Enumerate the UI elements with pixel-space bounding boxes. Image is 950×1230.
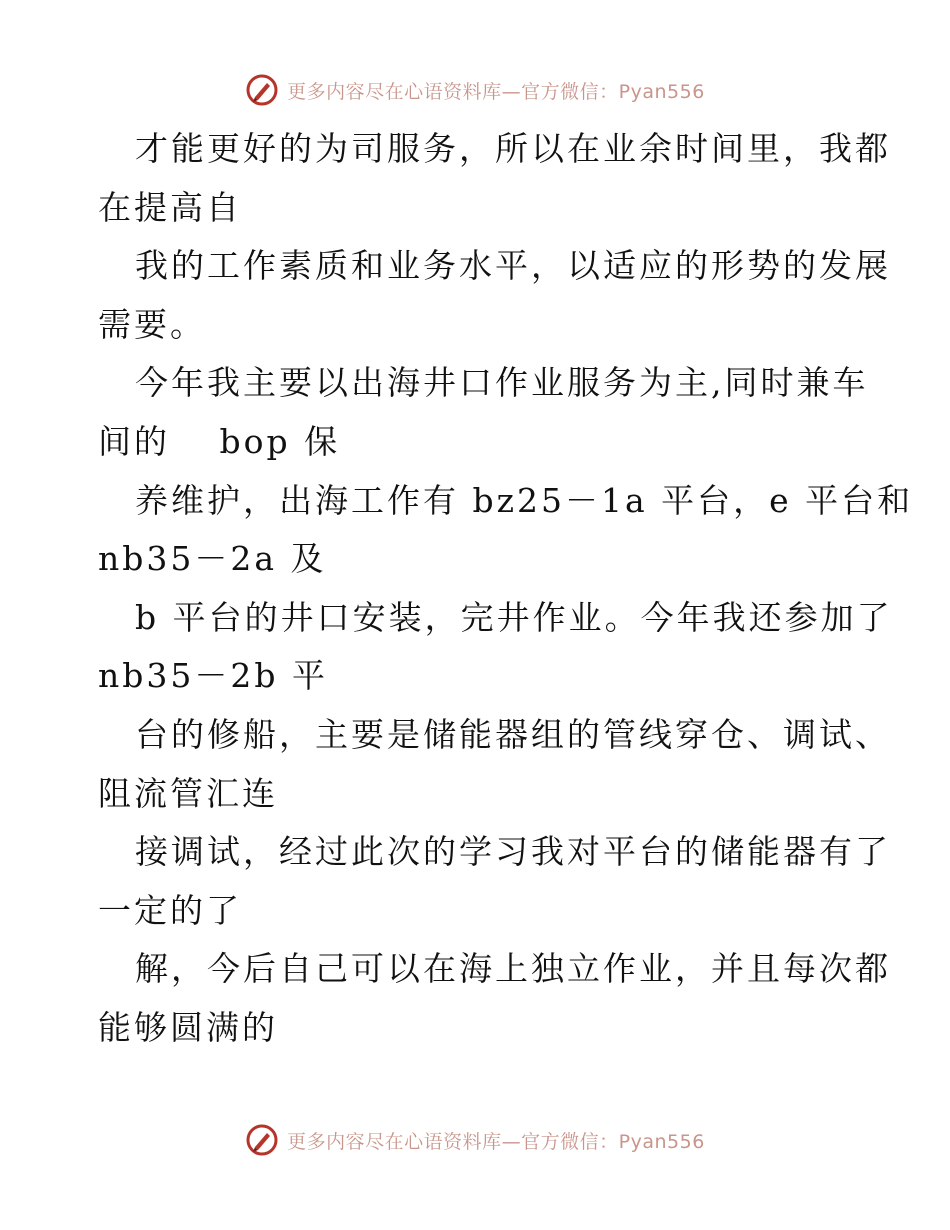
header-banner: [0, 70, 950, 110]
text-line: b 平台的井口安装，完井作业。今年我还参加了: [135, 597, 893, 637]
pen-logo-icon: [245, 1123, 279, 1157]
text-line: 能够圆满的: [98, 1007, 278, 1047]
document-body: [98, 120, 914, 1058]
text-line: 阻流管汇连: [98, 773, 278, 813]
text-line: 接调试，经过此次的学习我对平台的储能器有了: [135, 832, 891, 872]
text-line: nb35－2a 及: [98, 539, 327, 579]
text-line: 需要。: [98, 304, 206, 344]
text-line: 一定的了: [98, 890, 242, 930]
text-line: 在提高自: [98, 187, 242, 227]
footer-banner: [0, 1120, 950, 1160]
text-line: 今年我主要以出海井口作业服务为主,同时兼车: [135, 363, 869, 403]
text-line: 我的工作素质和业务水平，以适应的形势的发展: [135, 246, 891, 286]
text-line: 解，今后自己可以在海上独立作业，并且每次都: [135, 949, 891, 989]
footer-banner-text: 更多内容尽在心语资料库—官方微信：Pyan556: [287, 1130, 705, 1153]
text-line: 养维护，出海工作有 bz25－1a 平台，e 平台和: [135, 480, 914, 520]
text-line: nb35－2b 平: [98, 656, 328, 696]
header-banner-text: 更多内容尽在心语资料库—官方微信：Pyan556: [287, 80, 705, 103]
pen-logo-icon: [245, 73, 279, 107]
text-line: 才能更好的为司服务，所以在业余时间里，我都: [135, 129, 891, 168]
text-line: 间的 bop 保: [98, 421, 341, 461]
text-line: 台的修船，主要是储能器组的管线穿仓、调试、: [135, 714, 891, 754]
